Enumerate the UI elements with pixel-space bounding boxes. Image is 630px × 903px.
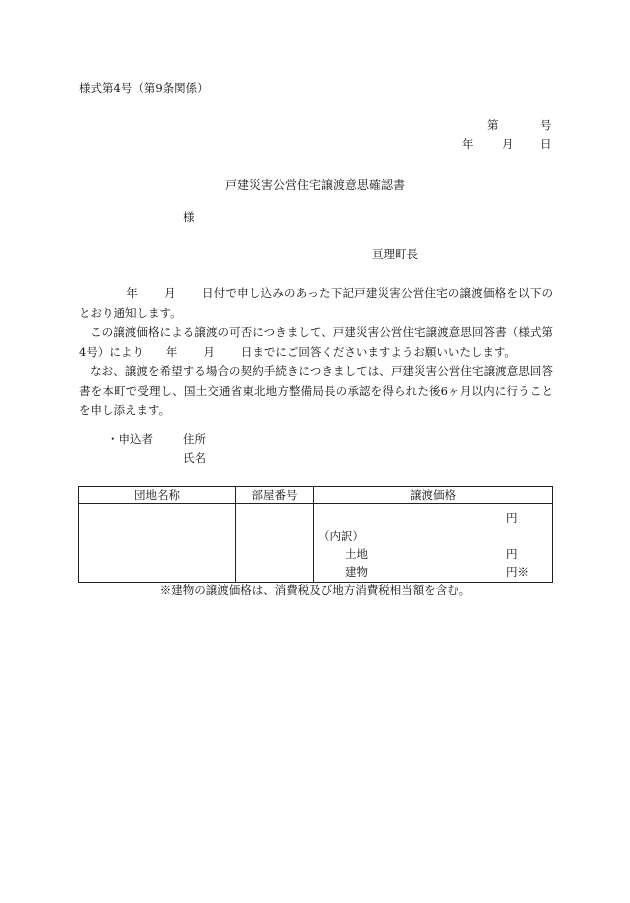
- header-complex-name: 団地名称: [79, 487, 236, 504]
- breakdown-label: （内訳）: [318, 529, 364, 543]
- name-label: 氏名: [183, 451, 206, 465]
- p2-text-1: この譲渡価格による譲渡の可否につきまして、戸建災害公営住宅譲渡意思回答書（様式第4号）により: [79, 325, 553, 359]
- date-year-label: 年: [462, 137, 474, 151]
- address-label: 住所: [183, 432, 206, 446]
- land-label: 土地: [345, 547, 368, 561]
- room-number-cell: [236, 504, 314, 583]
- table-row: [79, 504, 553, 583]
- notice-paragraph-1: [79, 284, 553, 323]
- total-yen-unit: 円: [506, 511, 518, 525]
- applicant-label: ・申込者: [107, 432, 153, 446]
- document-number: [392, 120, 552, 134]
- p2-month-label: 月: [203, 344, 215, 359]
- notice-paragraph-3: [79, 362, 553, 421]
- building-label: 建物: [345, 565, 368, 579]
- p1-text: 日付で申し込みのあった下記戸建災害公営住宅の譲渡価格を以下のとおり通知します。: [79, 286, 553, 320]
- building-yen-unit: 円※: [506, 565, 529, 579]
- p2-text-2: 日までにご回答くださいますようお願いいたします。: [240, 344, 516, 359]
- notice-paragraph-2: [79, 323, 553, 362]
- doc-number-prefix: 第: [487, 118, 499, 132]
- doc-number-suffix: 号: [540, 118, 552, 132]
- transfer-price-table: [78, 486, 553, 583]
- header-room-number: 部屋番号: [236, 487, 314, 504]
- tax-footnote: ※建物の譲渡価格は、消費税及び地方消費税相当額を含む。: [159, 583, 471, 597]
- date-month-label: 月: [502, 137, 514, 151]
- addressee-honorific: 様: [183, 210, 195, 224]
- issue-date: [392, 139, 552, 153]
- table-header-row: [79, 487, 553, 504]
- date-day-label: 日: [540, 137, 552, 151]
- p2-year-label: 年: [165, 344, 178, 359]
- document-title: 戸建災害公営住宅譲渡意思確認書: [224, 178, 405, 192]
- form-number: 様式第4号（第9条関係）: [79, 81, 209, 95]
- header-transfer-price: 譲渡価格: [314, 487, 553, 504]
- p1-year-label: 年: [126, 286, 138, 300]
- land-yen-unit: 円: [506, 547, 518, 561]
- p1-month-label: 月: [163, 286, 176, 300]
- complex-name-cell: [79, 504, 236, 583]
- transfer-price-cell: [314, 504, 553, 583]
- sender-name: 亘理町長: [372, 247, 418, 261]
- p3-text: なお、譲渡を希望する場合の契約手続きにつきましては、戸建災害公営住宅譲渡意思回答書を本町で受理し、国土交通省東北地方整備局長の承認を得られた後6ヶ月以内に行うことを申し添えます。: [79, 364, 553, 417]
